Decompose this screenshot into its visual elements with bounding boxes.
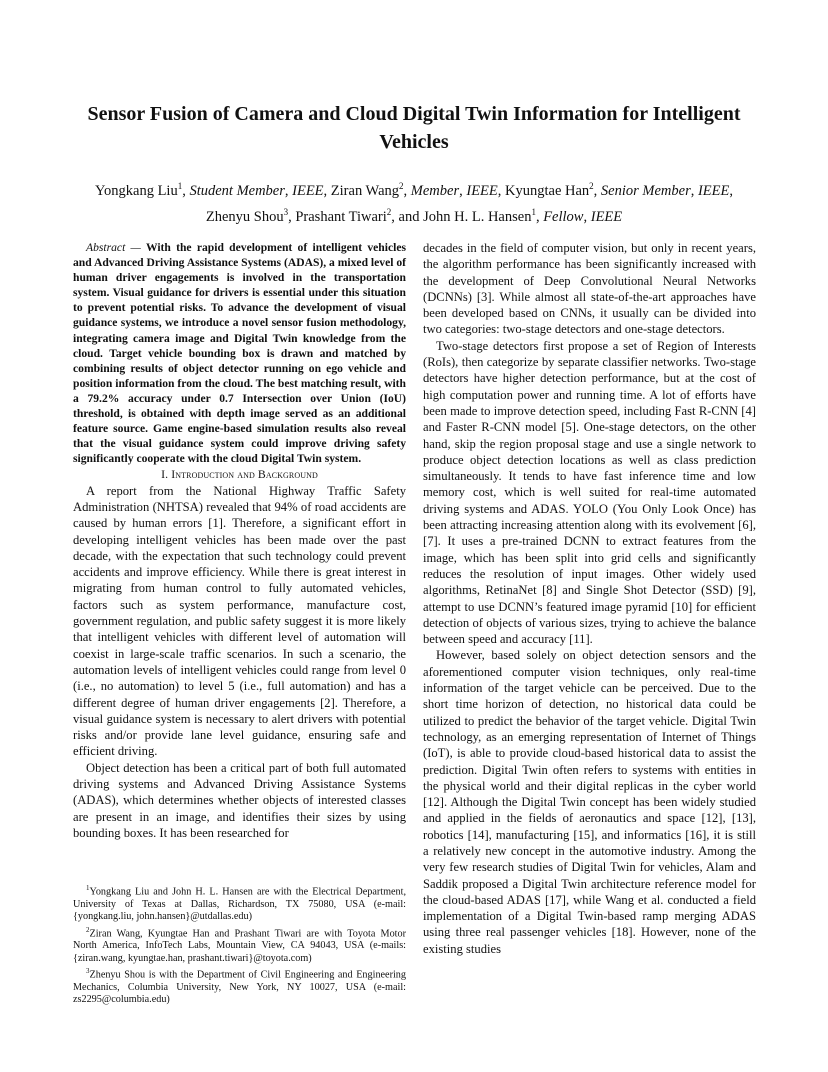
author-list (60, 176, 768, 228)
author-name: Ziran Wang (330, 182, 400, 199)
author-line-1: Yongkang Liu$^1$, Student Member, IEEE, Ziran Wang$^2$, Member, IEEE, Kyungtae Han$^2$, Senior Member, IEEE, (94, 181, 733, 199)
body-paragraph: A report from the National Highway Traffic Safety Administration (NHTSA) revealed that 94% of road accidents are caused by human errors [1]. Therefore, a significant effort in developing intelligent vehicles has been made over the past decade, with the expectation that such technology could prevent accidents and improve efficiency. While there is great interest in migrating from human control to fully automated vehicles, factors such as system performance, manufacture cost, government regulation, and public safety suggest it is more likely that intelligent vehicles with different level of automation will coexist in large-scale traffic scenarios. In such a scenario, the automation levels of intelligent vehicles could range from level 0 (i.e., no automation) to level 5 (i.e., full automation) and has a different degree of human driver engagements [2]. Therefore, a visual guidance system is necessary to alert drivers with potential risks and/or provide lane level guidance, ensuring safe and efficient driving. (73, 483, 406, 759)
body-paragraph: Object detection has been a critical part of both full automated driving systems and Advanced Driving Assistance Systems (ADAS), which determines whether objects of interested classes are present in an image, and identifies their sizes by using bounding boxes. It has been researched for (73, 760, 406, 840)
abstract (73, 240, 406, 466)
author-line-2: Zhenyu Shou$^3$, Prashant Tiwari$^2$, and John H. L. Hansen$^1$, Fellow, IEEE (205, 206, 623, 225)
footnote: $^2$Ziran Wang, Kyungtae Han and Prashant Tiwari are with Toyota Motor North America, InfoTech Labs, Mountain View, CA 94043, USA (e-mails: {ziran.wang, kyungtae.han, prashant.tiwari}@toyota.com) (73, 925, 406, 964)
author-name: Kyungtae Han (505, 182, 590, 199)
author-name: John H. L. Hansen (423, 208, 532, 225)
left-column (73, 240, 406, 841)
footnotes (73, 882, 406, 1007)
author-name: Prashant Tiwari (295, 208, 387, 225)
abstract-label: Abstract — (86, 241, 141, 254)
author-name: Zhenyu Shou (205, 208, 284, 225)
author-name: Yongkang Liu (94, 182, 178, 199)
section-heading: I. Introduction and Background (161, 467, 318, 482)
footnote: $^3$Zhenyu Shou is with the Department of Civil Engineering and Engineering Mechanics, Columbia University, New York, NY 10027, USA (e-mail: zs2295@columbia.edu) (73, 967, 406, 1006)
footnote: $^1$Yongkang Liu and John H. L. Hansen are with the Electrical Department, University of Texas at Dallas, Richardson, TX 75080, USA (e-mail: {yongkang.liu, john.hansen}@utdallas.edu) (73, 884, 406, 923)
abstract-text: With the rapid development of intelligent vehicles and Advanced Driving Assistance Systems (ADAS), a mixed level of human driver engagements is involved in the transportation system. Visual guidance for drivers is essential under this situation to prevent potential risks. To advance the development of visual guidance systems, we introduce a novel sensor fusion methodology, integrating camera image and Digital Twin knowledge from the cloud. Target vehicle bounding box is drawn and matched by combining results of object detector running on ego vehicle and position information from the cloud. The best matching result, with a 79.2% accuracy under 0.7 Intersection over Union (IoU) threshold, is obtained with depth image served as an additional feature source. Game engine-based simulation results also reveal that the visual guidance system could improve driving safety significantly cooperate with the cloud Digital Twin system. (73, 241, 407, 466)
body-paragraph: decades in the field of computer vision, but only in recent years, the algorithm performance has been significantly increased with the development of Deep Convolutional Neural Networks (DCNNs) [3]. While almost all state-of-the-art approaches have been developed based on CNNs, it usually can be divided into two categories: two-stage detectors and one-stage detectors. (423, 241, 756, 337)
body-paragraph: However, based solely on object detection sensors and the aforementioned computer vision techniques, only real-time information of the target vehicle can be perceived. Due to the short time horizon of detection, no historical data could be utilized to predict the behavior of the target vehicle. Digital Twin technology, as an emerging representation of Internet of Things (IoT), is able to provide cloud-based historical data to assist the prediction. Digital Twin often refers to systems with entities in the physical world and their digital replicas in the cyber world [12]. Although the Digital Twin concept has been widely studied and applied in the fields of aeronautics and space [12], [13], robotics [14], manufacturing [15], and informatics [16], it is still a relatively new concept in the automotive industry. Among the very few research studies of Digital Twin for vehicles, Alam and Saddik proposed a Digital Twin architecture reference model for the cloud-based ADAS [17], while Wang et al. conducted a field implementation of a Digital Twin-based ramp merging ADAS using three real passenger vehicles [18]. However, none of the existing studies (423, 648, 756, 956)
paper-title: Sensor Fusion of Camera and Cloud Digital Twin Information for Intelligent Vehicles (87, 103, 741, 153)
right-column (423, 240, 756, 957)
body-paragraph: Two-stage detectors first propose a set of Region of Interests (RoIs), then categorize by separate classifier networks. Two-stage detectors have higher detection performance, but at the cost of high computation power and running time. A lot of efforts have been made to improve detection speed, including Fast R-CNN [4] and Faster R-CNN model [5]. One-stage detectors, on the other hand, skip the region proposal stage and use a single network to produce object detection locations as well as class prediction simultaneously. It tends to have fast inference time and low memory cost, which is well suited for real-time automated driving systems and ADAS. YOLO (You Only Look Once) has been attracting increasing attention along with its evolvement [6], [7]. It uses a pre-trained DCNN to extract features from the image, which has been split into grid cells and significantly reduces the resolution of input images. Other widely used algorithms, RetinaNet [8] and Single Shot Detector (SSD) [9], attempt to use DCNN’s featured image pyramid [10] for efficient detection of objects of various sizes, trying to achieve the balance between speed and accuracy [11]. (423, 338, 756, 647)
